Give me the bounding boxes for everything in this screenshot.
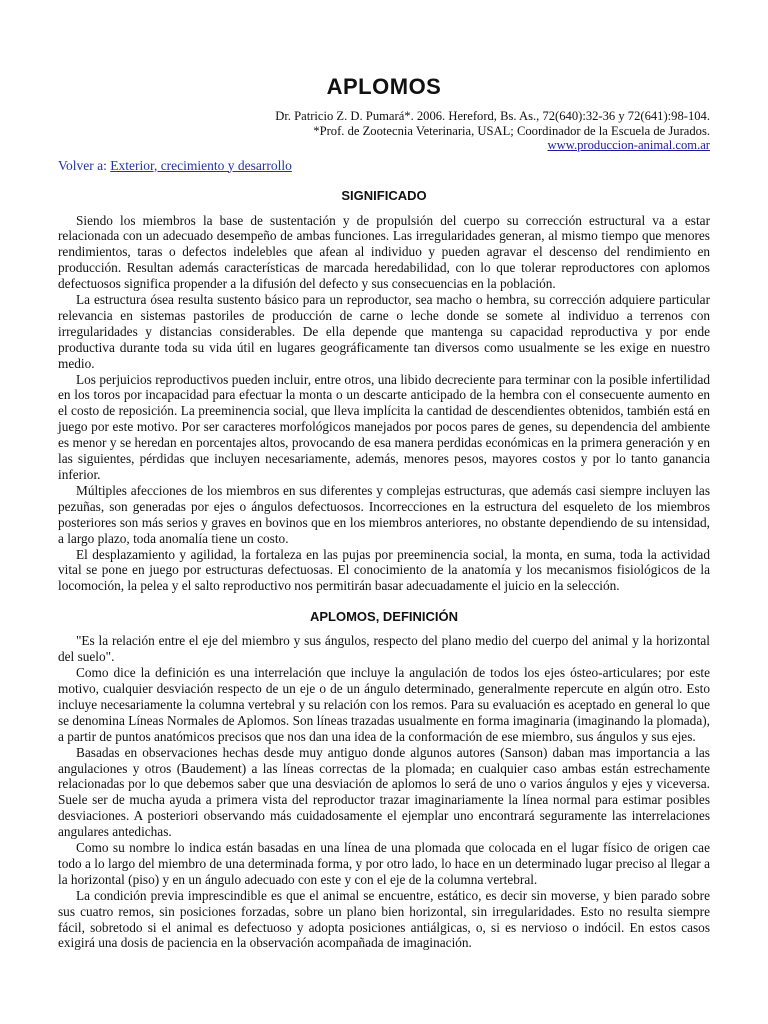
paragraph: El desplazamiento y agilidad, la fortaleza en las pujas por preeminencia social, la monta, en suma, toda la actividad vital se pone en juego por estructuras defectuosas. El conocimiento de la anatomía y los mecanismos fisiológicos de la locomoción, la pelea y el salto reproductivo nos permitirán basar adecuadamente el juicio en la selección. [58, 546, 710, 594]
back-link-target[interactable]: Exterior, crecimiento y desarrollo [110, 157, 292, 173]
website-link[interactable]: www.produccion-animal.com.ar [547, 138, 710, 152]
section-heading-significado: SIGNIFICADO [341, 187, 427, 203]
byline [58, 109, 710, 153]
paragraph: Múltiples afecciones de los miembros en sus diferentes y complejas estructuras, que además casi siempre incluyen las pezuñas, son generadas por ejes o ángulos defectuosos. Incorrecciones en la estructura del esqueleto de los miembros posteriores son más serios y graves en bovinos que en los miembros anteriores, no obstante dependiendo de su intensidad, a largo plazo, toda anomalía tiene un costo. [58, 482, 710, 546]
paragraph: Como dice la definición es una interrelación que incluye la angulación de todos los ejes ósteo-articulares; por este motivo, cualquier desviación respecto de un eje o de un ángulo determinado, generalmente repercute en algún otro. Esto incluye necesariamente la columna vertebral y su relación con los remos. Para su evaluación es aceptado en general lo que se denomina Líneas Normales de Aplomos. Son líneas trazadas usualmente en forma imaginaria (imaginando la plomada), a partir de puntos anatómicos precisos que nos dan una idea de la conformación de ese miembro, sus ángulos y sus ejes. [58, 665, 710, 744]
citation-line: Dr. Patricio Z. D. Pumará*. 2006. Hereford, Bs. As., 72(640):32-36 y 72(641):98-104. [275, 109, 710, 123]
paragraph: Los perjuicios reproductivos pueden incluir, entre otros, una libido decreciente para terminar con la posible infertilidad en los toros por incapacidad para efectuar la monta o un descarte anticipado de la hembra con el consecuente aumento en el costo de reposición. La preeminencia social, que lleva implícita la cantidad de descendientes obtenidos, también está en juego por este motivo. Por ser caracteres morfológicos manejados por pocos pares de genes, su dependencia del ambiente es menor y se heredan en porcentajes altos, provocando de esa manera perdidas económicas en la primera generación y en las siguientes, pérdidas que incluyen necesariamente, además, menores pesos, mayores costos y por lo tanto ganancia inferior. [58, 371, 710, 482]
document-title: APLOMOS [326, 74, 442, 99]
section-heading-definicion: APLOMOS, DEFINICIÓN [309, 609, 459, 625]
document-page [58, 0, 710, 951]
paragraph: La condición previa imprescindible es que el animal se encuentre, estático, es decir sin moverse, y bien parado sobre sus cuatro remos, sin posiciones forzadas, sobre un plano bien horizontal, sin irregularidades. Esto no resulta siempre fácil, sobretodo si el animal es defectuoso y adopta posiciones antiálgicas, o, si es nervioso o indócil. En estos casos exigirá una dosis de paciencia en la observación acompañada de imaginación. [58, 887, 710, 951]
paragraph: Como su nombre lo indica están basadas en una línea de una plomada que colocada en el lugar físico de origen cae todo a lo largo del miembro de una determinada forma, y por otro lado, lo hace en un determinado lugar preciso al llegar a la horizontal (piso) y en un ángulo adecuado con este y con el eje de la columna vertebral. [58, 840, 710, 887]
back-link-prefix: Volver a: [58, 157, 107, 173]
paragraph: Siendo los miembros la base de sustentación y de propulsión del cuerpo su corrección estructural va a estar relacionada con un adecuado desempeño de ambas funciones. Las irregularidades generan, al mismo tiempo que menores rendimientos, taras o defectos indelebles que afean al individuo y pueden agravar el descenso del rendimiento en producción. Resultan además características de marcada heredabilidad, con lo que tolerar reproductores con aplomos defectuosos significa propender a la difusión del defecto y sus consecuencias en la población. [58, 212, 710, 292]
paragraph: La estructura ósea resulta sustento básico para un reproductor, sea macho o hembra, su corrección adquiere particular relevancia en sistemas pastoriles de producción de carne o leche donde se somete al individuo a terrenos con irregularidades y distancias considerables. De ella depende que mantenga su capacidad reproductiva y por ende productiva durante toda su vida útil en lugares geográficamente tan diversos como usualmente se les exige en nuestro medio. [58, 292, 710, 371]
affiliation-line: *Prof. de Zootecnia Veterinaria, USAL; Coordinador de la Escuela de Jurados. [313, 123, 710, 138]
paragraph: "Es la relación entre el eje del miembro y sus ángulos, respecto del plano medio del cuerpo del animal y la horizontal del suelo". [58, 633, 710, 665]
paragraph: Basadas en observaciones hechas desde muy antiguo donde algunos autores (Sanson) daban mas importancia a las angulaciones y otros (Baudement) a las líneas correctas de la plomada; en cualquier caso ambas están estrechamente relacionadas por lo que debemos saber que una desviación de aplomos lo será de uno o varios ángulos y ejes y viceversa. Suele ser de mucha ayuda a primera vista del reproductor trazar imaginariamente la línea normal para estimar posibles desviaciones. A posteriori observando más cuidadosamente el ejemplar uno encontrará seguramente las interrelaciones angulares antedichas. [58, 744, 710, 840]
back-link [58, 157, 710, 174]
